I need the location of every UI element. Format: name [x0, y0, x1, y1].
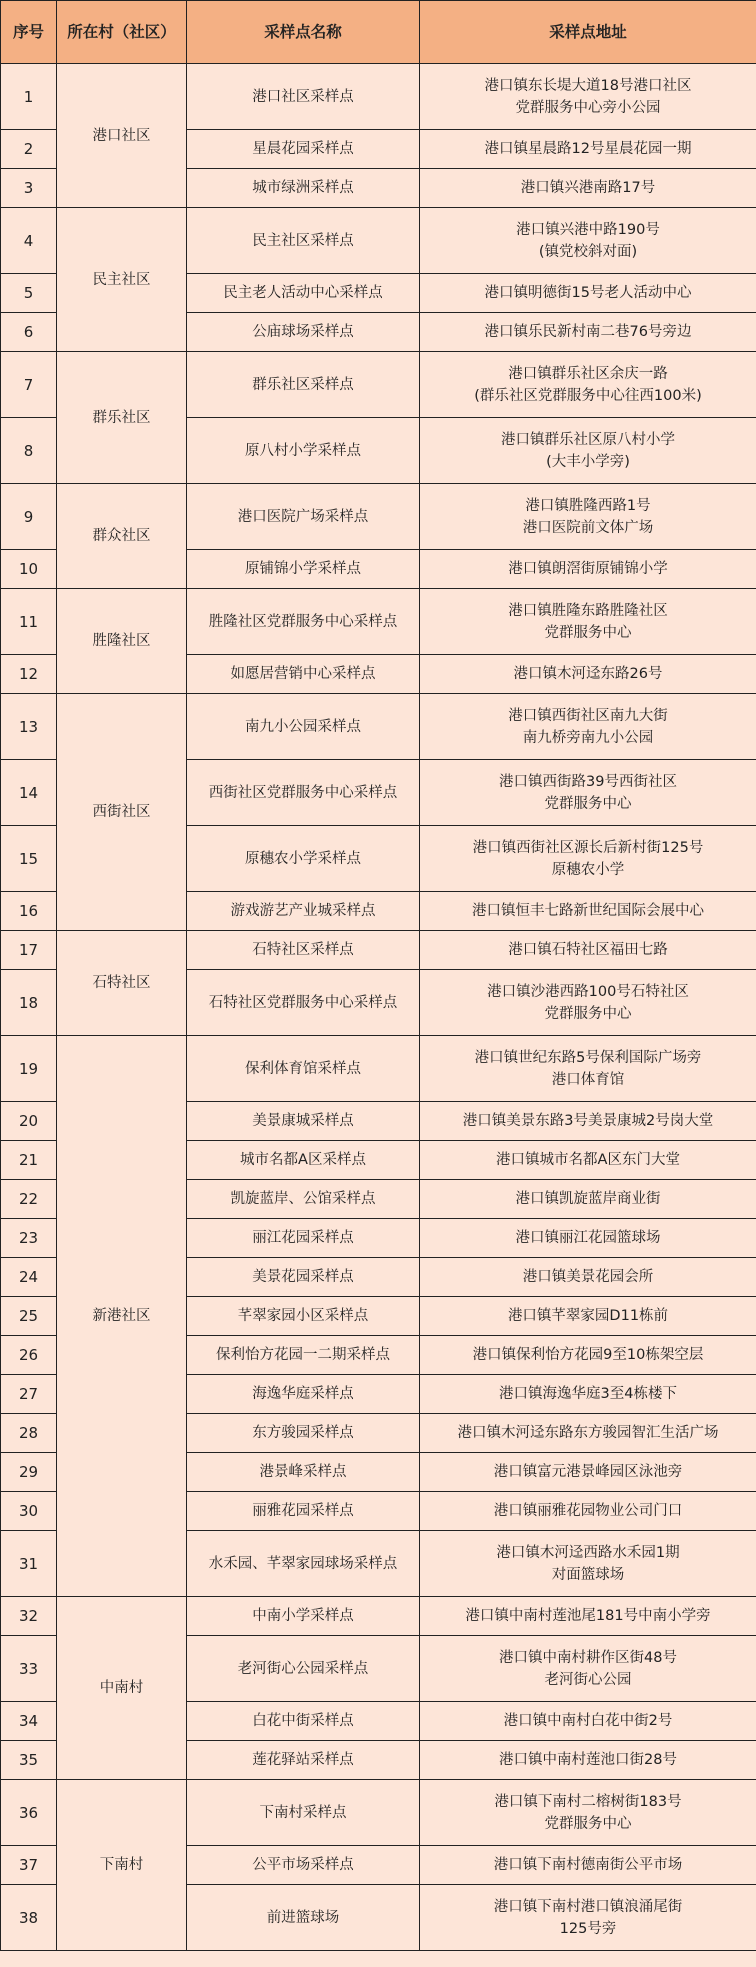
address-line: 港口镇美景花园会所	[522, 1269, 654, 1285]
row-number: 6	[1, 313, 57, 352]
address-line: 港口镇明德街15号老人活动中心	[484, 285, 692, 301]
site-name: 白花中街采样点	[187, 1702, 420, 1741]
row-number: 24	[1, 1258, 57, 1297]
row-number: 25	[1, 1297, 57, 1336]
village-cell: 西街社区	[57, 694, 187, 931]
table-row	[1, 694, 756, 760]
table-row	[1, 589, 756, 655]
row-number: 13	[1, 694, 57, 760]
address-line: 港口镇凯旋蓝岸商业街	[515, 1191, 661, 1207]
row-number: 2	[1, 130, 57, 169]
address-line: 港口镇朗滘街原铺锦小学	[508, 561, 668, 577]
site-name: 水禾园、芊翠家园球场采样点	[187, 1531, 420, 1597]
address-line: 对面篮球场	[551, 1566, 625, 1583]
row-number: 36	[1, 1780, 57, 1846]
site-address	[420, 1036, 756, 1102]
address-line: 港口镇丽雅花园物业公司门口	[493, 1503, 683, 1519]
site-name: 城市名都A区采样点	[187, 1141, 420, 1180]
site-address	[420, 1702, 756, 1741]
village-cell: 胜隆社区	[57, 589, 187, 694]
site-address	[420, 1180, 756, 1219]
address-line: (镇党校斜对面)	[538, 243, 638, 260]
site-name: 保利体育馆采样点	[187, 1036, 420, 1102]
site-address	[420, 931, 756, 970]
table-row	[1, 64, 756, 130]
site-name: 保利怡方花园一二期采样点	[187, 1336, 420, 1375]
address-line: 港口镇中南村耕作区街48号	[499, 1649, 677, 1666]
site-address	[420, 169, 756, 208]
address-line: 港口镇西街路39号西街社区	[499, 773, 677, 790]
site-name: 美景康城采样点	[187, 1102, 420, 1141]
address-line: 港口镇石特社区福田七路	[508, 942, 668, 958]
site-address	[420, 1531, 756, 1597]
site-address	[420, 64, 756, 130]
site-address	[420, 760, 756, 826]
address-line: 港口镇丽江花园篮球场	[515, 1230, 661, 1246]
site-address	[420, 1780, 756, 1846]
row-number: 15	[1, 826, 57, 892]
address-line: 港口体育馆	[551, 1071, 625, 1088]
address-line: 港口镇世纪东路5号保利国际广场旁	[474, 1049, 702, 1066]
row-number: 9	[1, 484, 57, 550]
site-name: 胜隆社区党群服务中心采样点	[187, 589, 420, 655]
village-cell: 下南村	[57, 1780, 187, 1951]
table-row	[1, 484, 756, 550]
address-line: 港口镇木河迳西路水禾园1期	[496, 1544, 680, 1561]
site-name: 芊翠家园小区采样点	[187, 1297, 420, 1336]
site-address	[420, 1258, 756, 1297]
site-name: 西街社区党群服务中心采样点	[187, 760, 420, 826]
address-line: 港口镇下南村二榕树街183号	[494, 1793, 682, 1810]
address-line: 南九桥旁南九小公园	[522, 729, 654, 746]
table-body	[1, 64, 756, 1951]
table-header-row	[1, 1, 756, 64]
row-number: 23	[1, 1219, 57, 1258]
address-line: 港口镇沙港西路100号石特社区	[487, 983, 689, 1000]
site-address	[420, 1492, 756, 1531]
site-address	[420, 1741, 756, 1780]
site-address	[420, 826, 756, 892]
row-number: 21	[1, 1141, 57, 1180]
site-name: 民主社区采样点	[187, 208, 420, 274]
village-cell: 新港社区	[57, 1036, 187, 1597]
table-row	[1, 1036, 756, 1102]
address-line: 港口镇下南村德南街公平市场	[493, 1857, 683, 1873]
address-line: 港口镇恒丰七路新世纪国际会展中心	[472, 903, 704, 919]
site-name: 星晨花园采样点	[187, 130, 420, 169]
site-address	[420, 589, 756, 655]
address-line: (大丰小学旁)	[546, 453, 630, 470]
site-name: 前进篮球场	[187, 1885, 420, 1951]
site-name: 原铺锦小学采样点	[187, 550, 420, 589]
address-line: 党群服务中心	[544, 1815, 632, 1832]
site-name: 海逸华庭采样点	[187, 1375, 420, 1414]
table-row	[1, 208, 756, 274]
site-name: 如愿居营销中心采样点	[187, 655, 420, 694]
address-line: 党群服务中心	[544, 795, 632, 812]
address-line: 港口镇保利怡方花园9至10栋架空层	[472, 1347, 704, 1363]
site-address	[420, 274, 756, 313]
address-line: (群乐社区党群服务中心往西100米)	[474, 387, 702, 404]
address-line: 125号旁	[559, 1920, 617, 1937]
site-name: 中南小学采样点	[187, 1597, 420, 1636]
address-line: 港口镇木河迳东路26号	[513, 666, 663, 682]
address-line: 港口镇兴港中路190号	[516, 221, 660, 238]
village-cell: 群众社区	[57, 484, 187, 589]
site-address	[420, 1375, 756, 1414]
row-number: 8	[1, 418, 57, 484]
site-address	[420, 1597, 756, 1636]
site-name: 石特社区采样点	[187, 931, 420, 970]
row-number: 20	[1, 1102, 57, 1141]
row-number: 37	[1, 1846, 57, 1885]
address-line: 港口镇西街社区南九大街	[508, 707, 668, 724]
site-name: 莲花驿站采样点	[187, 1741, 420, 1780]
site-address	[420, 484, 756, 550]
row-number: 10	[1, 550, 57, 589]
site-address	[420, 418, 756, 484]
site-address	[420, 1219, 756, 1258]
site-name: 原八村小学采样点	[187, 418, 420, 484]
address-line: 港口镇兴港南路17号	[520, 180, 656, 196]
address-line: 港口镇城市名都A区东门大堂	[496, 1152, 680, 1168]
site-name: 石特社区党群服务中心采样点	[187, 970, 420, 1036]
site-address	[420, 1453, 756, 1492]
site-address	[420, 313, 756, 352]
row-number: 31	[1, 1531, 57, 1597]
row-number: 3	[1, 169, 57, 208]
site-name: 港景峰采样点	[187, 1453, 420, 1492]
row-number: 26	[1, 1336, 57, 1375]
site-name: 下南村采样点	[187, 1780, 420, 1846]
site-name: 丽雅花园采样点	[187, 1492, 420, 1531]
address-line: 港口镇乐民新村南二巷76号旁边	[484, 324, 692, 340]
site-name: 东方骏园采样点	[187, 1414, 420, 1453]
address-line: 港口镇西街社区源长后新村街125号	[472, 839, 704, 856]
village-cell: 群乐社区	[57, 352, 187, 484]
row-number: 29	[1, 1453, 57, 1492]
address-line: 港口镇富元港景峰园区泳池旁	[493, 1464, 683, 1480]
site-name: 原穗农小学采样点	[187, 826, 420, 892]
address-line: 港口镇芊翠家园D11栋前	[507, 1308, 669, 1324]
site-name: 港口社区采样点	[187, 64, 420, 130]
table-row	[1, 352, 756, 418]
site-name: 南九小公园采样点	[187, 694, 420, 760]
row-number: 12	[1, 655, 57, 694]
site-address	[420, 1141, 756, 1180]
address-line: 港口镇下南村港口镇浪涌尾街	[493, 1898, 683, 1915]
address-line: 党群服务中心旁小公园	[515, 99, 661, 116]
site-name: 港口医院广场采样点	[187, 484, 420, 550]
site-address	[420, 1846, 756, 1885]
address-line: 党群服务中心	[544, 624, 632, 641]
address-line: 港口镇东长堤大道18号港口社区	[484, 77, 692, 94]
site-address	[420, 130, 756, 169]
site-name: 公平市场采样点	[187, 1846, 420, 1885]
site-name: 民主老人活动中心采样点	[187, 274, 420, 313]
header-name: 采样点名称	[187, 1, 420, 64]
address-line: 港口医院前文体广场	[522, 519, 654, 536]
village-cell: 港口社区	[57, 64, 187, 208]
site-address	[420, 550, 756, 589]
site-name: 丽江花园采样点	[187, 1219, 420, 1258]
site-name: 城市绿洲采样点	[187, 169, 420, 208]
table-row	[1, 1780, 756, 1846]
header-village: 所在村（社区）	[57, 1, 187, 64]
village-cell: 民主社区	[57, 208, 187, 352]
site-address	[420, 1414, 756, 1453]
site-name: 游戏游艺产业城采样点	[187, 892, 420, 931]
address-line: 老河街心公园	[544, 1671, 632, 1688]
row-number: 38	[1, 1885, 57, 1951]
site-address	[420, 1297, 756, 1336]
site-name: 凯旋蓝岸、公馆采样点	[187, 1180, 420, 1219]
address-line: 港口镇胜隆西路1号	[525, 497, 651, 514]
row-number: 11	[1, 589, 57, 655]
row-number: 34	[1, 1702, 57, 1741]
row-number: 14	[1, 760, 57, 826]
address-line: 党群服务中心	[544, 1005, 632, 1022]
header-no: 序号	[1, 1, 57, 64]
village-cell: 石特社区	[57, 931, 187, 1036]
site-name: 美景花园采样点	[187, 1258, 420, 1297]
address-line: 港口镇群乐社区余庆一路	[508, 365, 668, 382]
row-number: 22	[1, 1180, 57, 1219]
site-address	[420, 1636, 756, 1702]
address-line: 港口镇美景东路3号美景康城2号岗大堂	[462, 1113, 714, 1129]
site-address	[420, 655, 756, 694]
address-line: 港口镇星晨路12号星晨花园一期	[484, 141, 692, 157]
address-line: 港口镇海逸华庭3至4栋楼下	[499, 1386, 677, 1402]
site-address	[420, 892, 756, 931]
row-number: 18	[1, 970, 57, 1036]
row-number: 5	[1, 274, 57, 313]
address-line: 港口镇群乐社区原八村小学	[501, 431, 675, 448]
row-number: 1	[1, 64, 57, 130]
row-number: 7	[1, 352, 57, 418]
row-number: 32	[1, 1597, 57, 1636]
site-address	[420, 1336, 756, 1375]
row-number: 27	[1, 1375, 57, 1414]
site-name: 老河街心公园采样点	[187, 1636, 420, 1702]
site-address	[420, 352, 756, 418]
site-address	[420, 694, 756, 760]
site-address	[420, 970, 756, 1036]
row-number: 17	[1, 931, 57, 970]
table-row	[1, 931, 756, 970]
address-line: 港口镇中南村白花中街2号	[503, 1713, 673, 1729]
address-line: 原穗农小学	[551, 861, 625, 878]
row-number: 33	[1, 1636, 57, 1702]
address-line: 港口镇中南村莲池尾181号中南小学旁	[465, 1608, 711, 1624]
address-line: 港口镇木河迳东路东方骏园智汇生活广场	[457, 1425, 719, 1441]
site-address	[420, 1102, 756, 1141]
row-number: 19	[1, 1036, 57, 1102]
address-line: 港口镇中南村莲池口街28号	[499, 1752, 677, 1768]
row-number: 16	[1, 892, 57, 931]
row-number: 28	[1, 1414, 57, 1453]
header-address: 采样点地址	[420, 1, 756, 64]
table-row	[1, 1597, 756, 1636]
row-number: 30	[1, 1492, 57, 1531]
row-number: 4	[1, 208, 57, 274]
site-name: 公庙球场采样点	[187, 313, 420, 352]
site-address	[420, 1885, 756, 1951]
site-address	[420, 208, 756, 274]
village-cell: 中南村	[57, 1597, 187, 1780]
address-line: 港口镇胜隆东路胜隆社区	[508, 602, 668, 619]
site-name: 群乐社区采样点	[187, 352, 420, 418]
row-number: 35	[1, 1741, 57, 1780]
